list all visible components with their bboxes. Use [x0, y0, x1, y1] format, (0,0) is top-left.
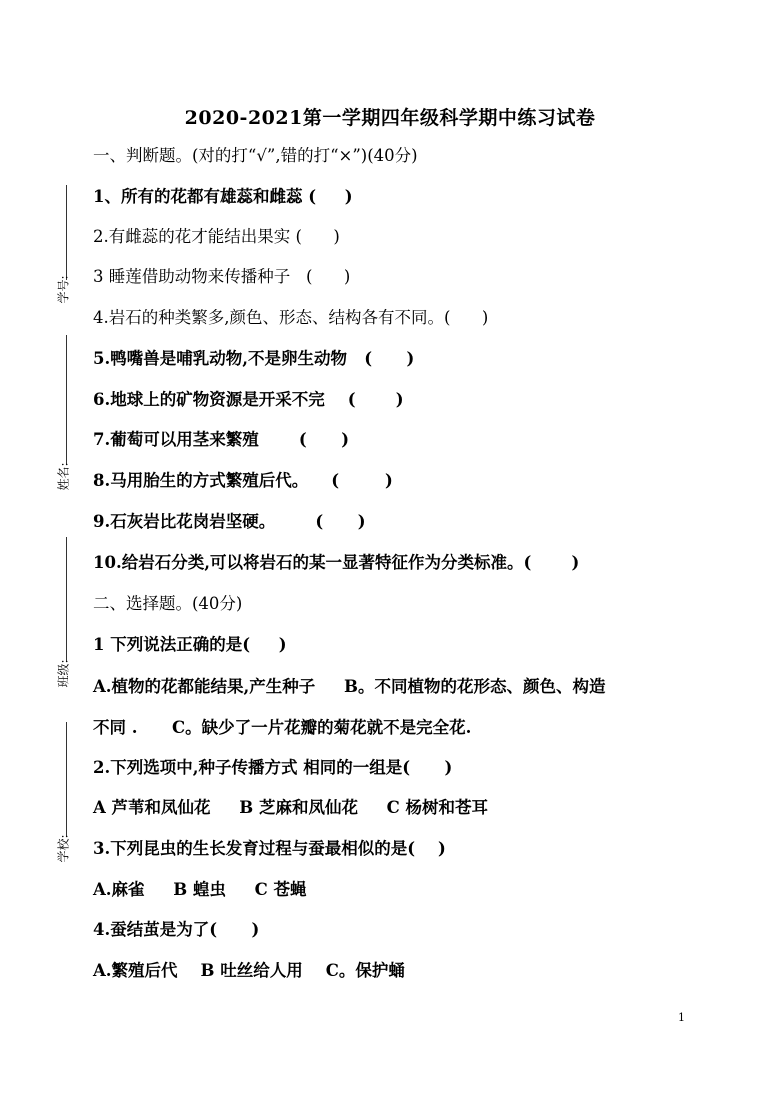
page-number: 1: [678, 1011, 685, 1024]
margin-rule-2: [66, 335, 67, 465]
margin-rule-1: [66, 185, 67, 280]
margin-label-class: [50, 659, 71, 707]
choice-question-2-options: A 芦苇和凤仙花 B 芝麻和凤仙花 C 杨树和苍耳: [93, 798, 489, 817]
name-label: 姓名:: [56, 462, 71, 491]
judge-item-3: 3 睡莲借助动物来传播种子 ( ): [93, 267, 351, 286]
judge-item-1: 1、所有的花都有雄蕊和雌蕊 ( ): [93, 187, 353, 206]
margin-label-name: [50, 462, 71, 510]
class-label: 班级:: [56, 659, 71, 688]
judge-item-7: 7.葡萄可以用茎来繁殖 ( ): [93, 430, 350, 449]
choice-question-3: 3.下列昆虫的生长发育过程与蚕最相似的是( ): [93, 839, 446, 858]
judge-item-5: 5.鸭嘴兽是哺乳动物,不是卵生动物 ( ): [93, 349, 415, 368]
judge-item-8: 8.马用胎生的方式繁殖后代。 ( ): [93, 471, 393, 490]
choice-question-1: 1 下列说法正确的是( ): [93, 635, 287, 654]
margin-rule-4: [66, 722, 67, 837]
student-id-label: 学号:: [56, 275, 71, 304]
choice-question-4: 4.蚕结茧是为了( ): [93, 920, 260, 939]
choice-question-1-options-b: 不同 . C。缺少了一片花瓣的菊花就不是完全花.: [93, 718, 472, 737]
exam-title: 2020-2021第一学期四年级科学期中练习试卷: [184, 107, 596, 129]
margin-label-student-id: [50, 275, 71, 323]
judge-item-6: 6.地球上的矿物资源是开采不完 ( ): [93, 390, 404, 409]
section2-heading: 二、选择题。(40分): [93, 594, 243, 613]
choice-question-2: 2.下列选项中,种子传播方式 相同的一组是( ): [93, 758, 453, 777]
judge-item-2: 2.有雌蕊的花才能结出果实 ( ): [93, 227, 340, 246]
section1-heading: 一、判断题。(对的打“√”,错的打“×”)(40分): [93, 146, 418, 165]
judge-item-10: 10.给岩石分类,可以将岩石的某一显著特征作为分类标准。( ): [93, 553, 580, 572]
margin-label-school: [50, 834, 71, 882]
school-label: 学校:: [56, 834, 71, 863]
margin-rule-3: [66, 537, 67, 662]
choice-question-3-options: A.麻雀 B 蝗虫 C 苍蝇: [93, 880, 307, 899]
choice-question-4-options: A.繁殖后代 B 吐丝给人用 C。保护蛹: [93, 961, 405, 980]
judge-item-9: 9.石灰岩比花岗岩坚硬。 ( ): [93, 512, 366, 531]
choice-question-1-options-a: A.植物的花都能结果,产生种子 B。不同植物的花形态、颜色、构造: [93, 677, 606, 696]
judge-item-4: 4.岩石的种类繁多,颜色、形态、结构各有不同。( ): [93, 308, 489, 327]
